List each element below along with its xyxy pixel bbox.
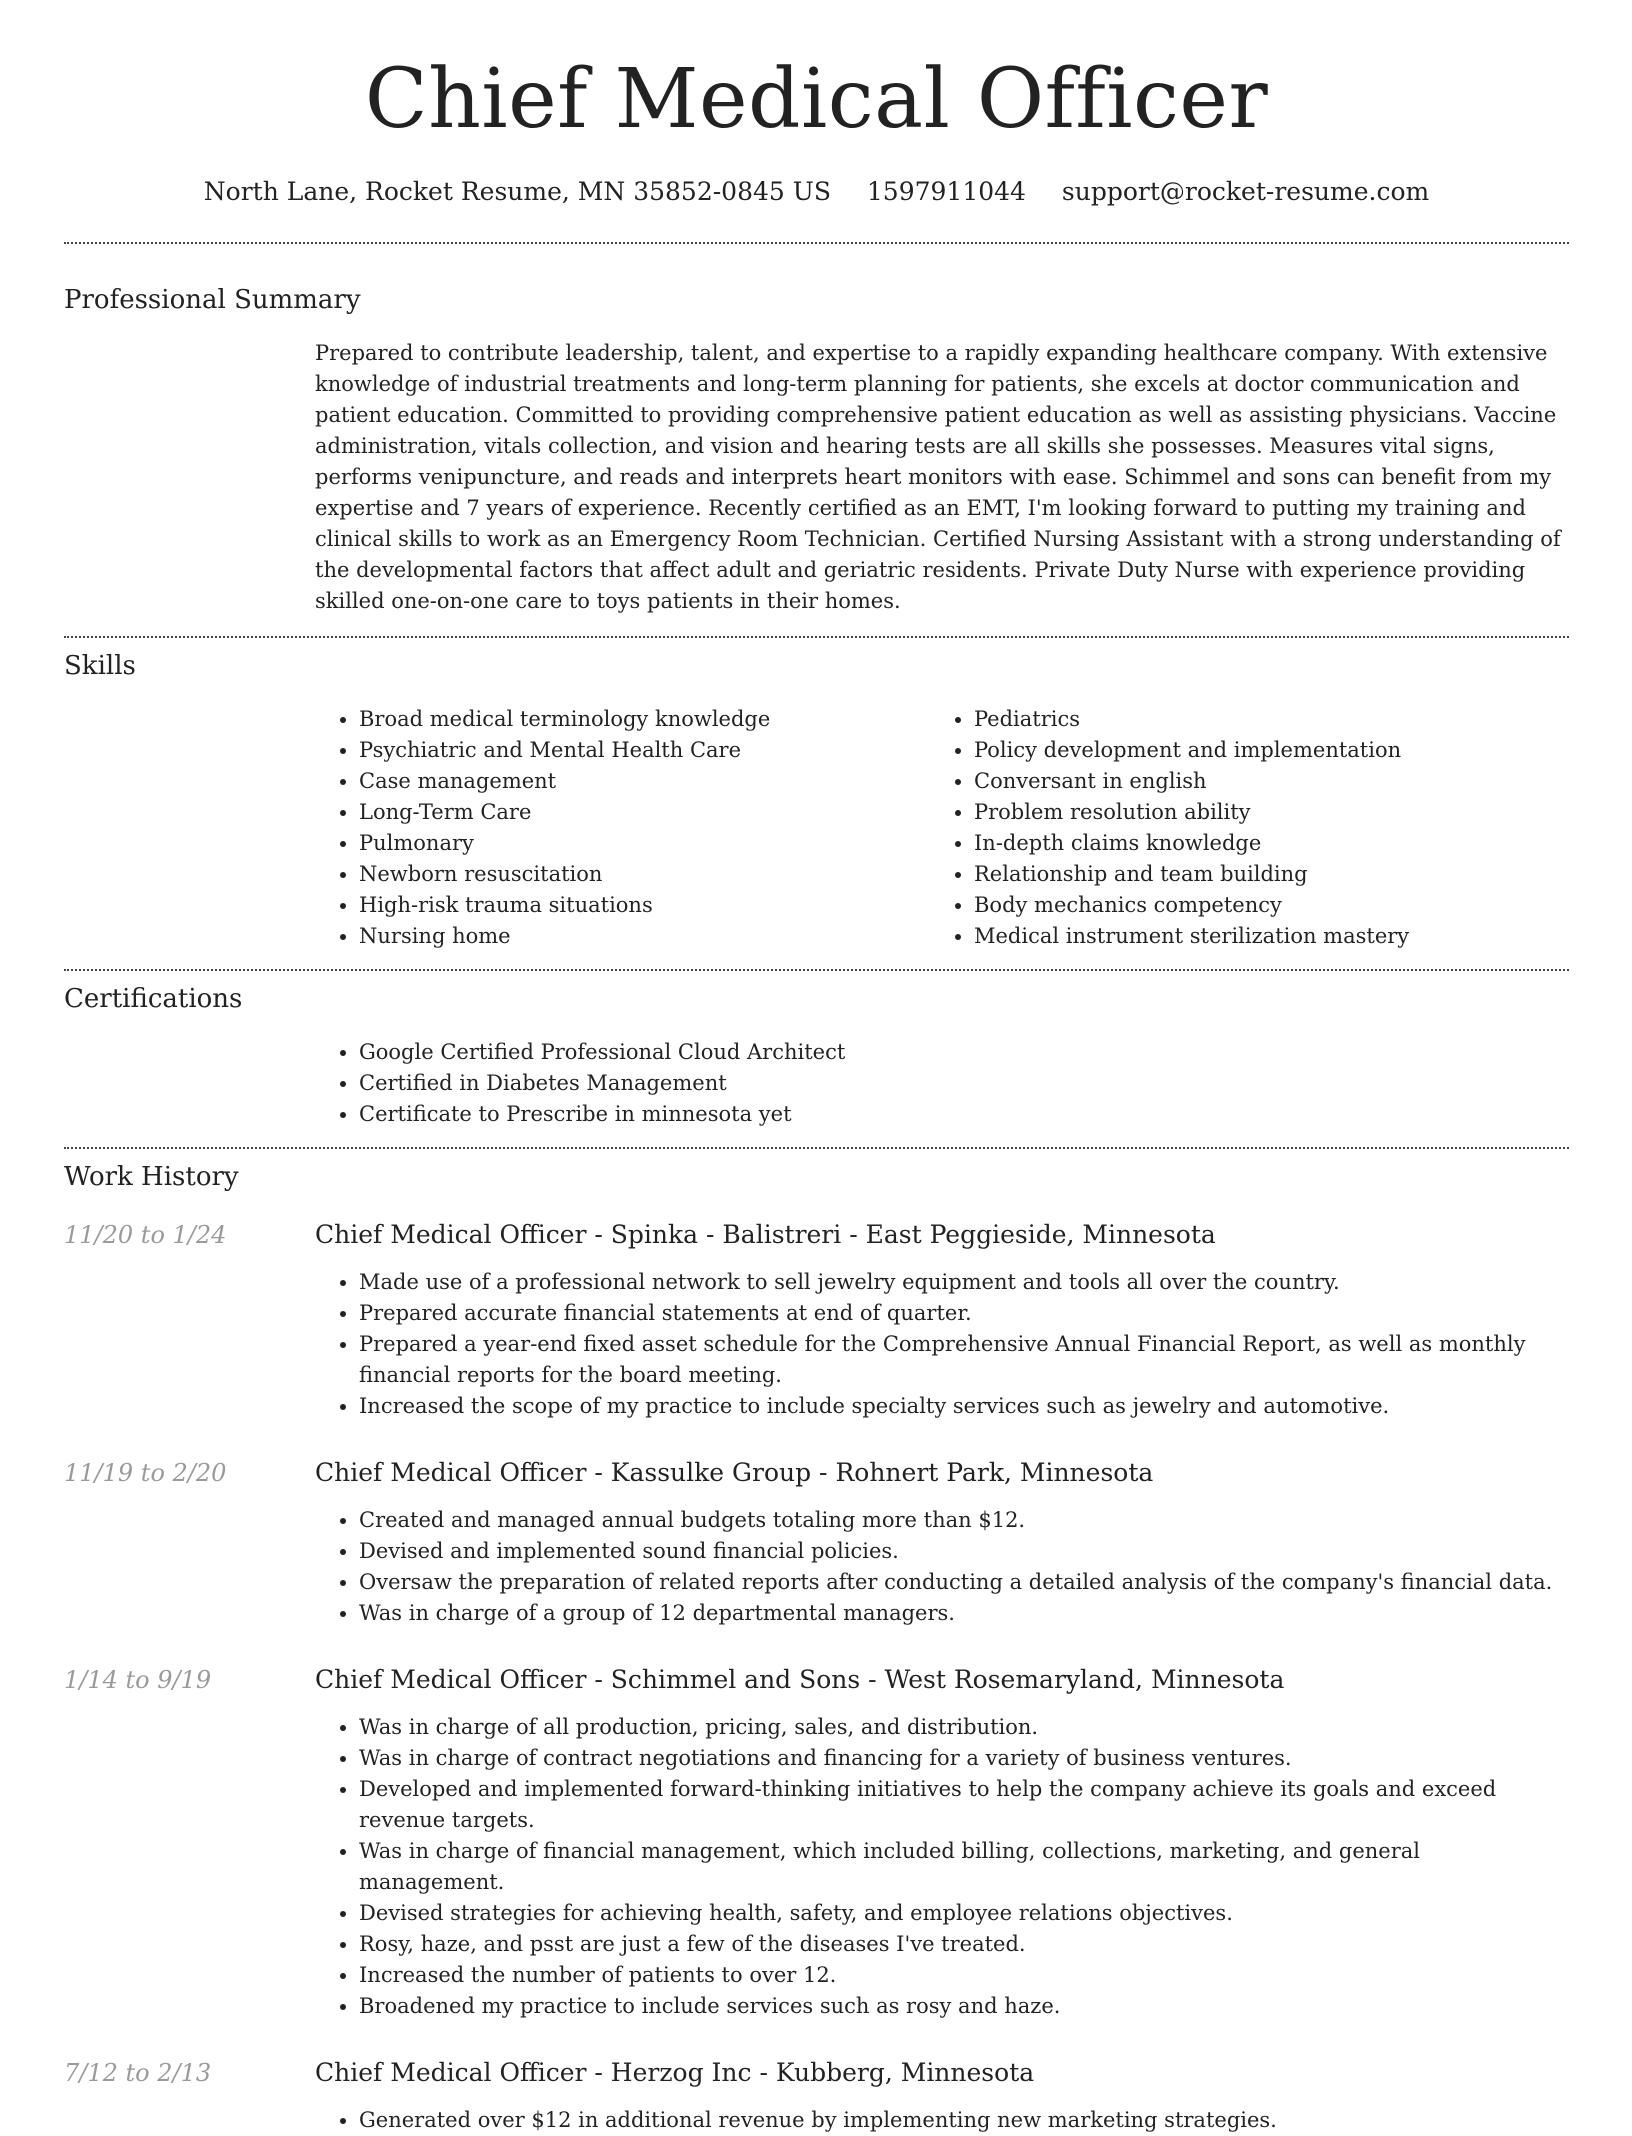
job-dates: 11/20 to 1/24 bbox=[64, 1221, 227, 1249]
job-bullets bbox=[315, 1712, 1569, 2022]
job-bullet-list bbox=[315, 1267, 1569, 1422]
skill-item: • Case management bbox=[359, 766, 930, 797]
divider bbox=[64, 242, 1569, 244]
skills-heading: Skills bbox=[64, 651, 136, 681]
certification-item: • Certificate to Prescribe in minnesota yet bbox=[359, 1099, 1569, 1130]
job-bullet: • Was in charge of a group of 12 departmental managers. bbox=[359, 1598, 1569, 1629]
contact-email: support@rocket-resume.com bbox=[1061, 177, 1430, 206]
job-bullets bbox=[315, 1505, 1569, 1629]
job-bullet: • Prepared a year-end fixed asset schedule for the Comprehensive Annual Financial Report, as well as monthly financial reports for the board meeting. bbox=[359, 1329, 1569, 1391]
skill-item: • Newborn resuscitation bbox=[359, 859, 930, 890]
skill-item: • Broad medical terminology knowledge bbox=[359, 704, 930, 735]
skill-item: • High-risk trauma situations bbox=[359, 890, 930, 921]
certification-item: • Google Certified Professional Cloud Architect bbox=[359, 1037, 1569, 1068]
skill-item: • Nursing home bbox=[359, 921, 930, 952]
job-entry bbox=[64, 1457, 1569, 1629]
skill-item: • Conversant in english bbox=[974, 766, 1545, 797]
job-bullet: • Devised and implemented sound financial policies. bbox=[359, 1536, 1569, 1567]
skill-item: • Problem resolution ability bbox=[974, 797, 1545, 828]
skills-columns bbox=[315, 704, 1569, 952]
summary-body bbox=[315, 338, 1569, 617]
divider bbox=[64, 636, 1569, 638]
skill-item: • Body mechanics competency bbox=[974, 890, 1545, 921]
skill-item: • Relationship and team building bbox=[974, 859, 1545, 890]
job-bullet: • Oversaw the preparation of related reports after conducting a detailed analysis of the company's financial data. bbox=[359, 1567, 1569, 1598]
certifications-section bbox=[64, 983, 1569, 1130]
job-entry bbox=[64, 1219, 1569, 1422]
job-bullet: • Devised strategies for achieving health, safety, and employee relations objectives. bbox=[359, 1898, 1569, 1929]
skill-item: • Medical instrument sterilization mastery bbox=[974, 921, 1545, 952]
certifications-body bbox=[315, 1037, 1569, 1130]
job-bullet: • Was in charge of contract negotiations and financing for a variety of business ventures. bbox=[359, 1743, 1569, 1774]
job-bullet: • Was in charge of financial management, which included billing, collections, marketing, and general management. bbox=[359, 1836, 1569, 1898]
summary-text: Prepared to contribute leadership, talent, and expertise to a rapidly expanding healthcare company. With extensive knowledge of industrial treatments and long-term planning for patients, she excels at doctor communication and patient education. Committed to providing comprehensive patient education as well as assisting physicians. Vaccine administration, vitals collection, and vision and hearing tests are all skills she possesses. Measures vital signs, performs venipuncture, and reads and interprets heart monitors with ease. Schimmel and sons can benefit from my expertise and 7 years of experience. Recently certified as an EMT, I'm looking forward to putting my training and clinical skills to work as an Emergency Room Technician. Certified Nursing Assistant with a strong understanding of the developmental factors that affect adult and geriatric residents. Private Duty Nurse with experience providing skilled one-on-one care to toys patients in their homes. bbox=[315, 341, 1561, 613]
skills-list-right bbox=[930, 704, 1545, 952]
job-entry bbox=[64, 2057, 1569, 2136]
work-heading: Work History bbox=[64, 1162, 239, 1192]
job-bullet: • Generated over $12 in additional revenue by implementing new marketing strategies. bbox=[359, 2105, 1569, 2136]
resume-page bbox=[64, 0, 1569, 2136]
divider bbox=[64, 1147, 1569, 1149]
skills-list-left bbox=[315, 704, 930, 952]
job-bullet: • Increased the number of patients to over 12. bbox=[359, 1960, 1569, 1991]
job-bullet: • Prepared accurate financial statements at end of quarter. bbox=[359, 1298, 1569, 1329]
job-title: Chief Medical Officer - Kassulke Group - Rohnert Park, Minnesota bbox=[315, 1458, 1154, 1487]
job-bullet: • Increased the scope of my practice to include specialty services such as jewelry and automotive. bbox=[359, 1391, 1569, 1422]
work-section bbox=[64, 1161, 1569, 2136]
skill-item: • Long-Term Care bbox=[359, 797, 930, 828]
resume-title: Chief Medical Officer bbox=[364, 52, 1269, 147]
certifications-list bbox=[315, 1037, 1569, 1130]
skills-section bbox=[64, 650, 1569, 952]
summary-heading: Professional Summary bbox=[64, 285, 361, 315]
job-dates: 1/14 to 9/19 bbox=[64, 1666, 212, 1694]
job-title: Chief Medical Officer - Herzog Inc - Kubberg, Minnesota bbox=[315, 2058, 1035, 2087]
job-bullets bbox=[315, 1267, 1569, 1422]
summary-section bbox=[64, 284, 1569, 617]
job-bullet: • Developed and implemented forward-thinking initiatives to help the company achieve its goals and exceed revenue targets. bbox=[359, 1774, 1569, 1836]
job-title: Chief Medical Officer - Schimmel and Sons - West Rosemaryland, Minnesota bbox=[315, 1665, 1285, 1694]
job-bullet: • Created and managed annual budgets totaling more than $12. bbox=[359, 1505, 1569, 1536]
job-entry bbox=[64, 1664, 1569, 2022]
skill-item: • Policy development and implementation bbox=[974, 735, 1545, 766]
contact-address: North Lane, Rocket Resume, MN 35852-0845 US bbox=[203, 177, 831, 206]
job-bullet-list bbox=[315, 1505, 1569, 1629]
job-dates: 7/12 to 2/13 bbox=[64, 2059, 212, 2087]
skill-item: • Psychiatric and Mental Health Care bbox=[359, 735, 930, 766]
contact-line bbox=[64, 176, 1569, 208]
job-bullets bbox=[315, 2105, 1569, 2136]
job-bullet: • Made use of a professional network to sell jewelry equipment and tools all over the country. bbox=[359, 1267, 1569, 1298]
job-bullet: • Was in charge of all production, pricing, sales, and distribution. bbox=[359, 1712, 1569, 1743]
certifications-heading: Certifications bbox=[64, 984, 243, 1014]
job-dates: 11/19 to 2/20 bbox=[64, 1459, 227, 1487]
skill-item: • Pediatrics bbox=[974, 704, 1545, 735]
contact-phone: 1597911044 bbox=[866, 177, 1026, 206]
job-bullet-list bbox=[315, 1712, 1569, 2022]
job-bullet-list bbox=[315, 2105, 1569, 2136]
job-bullet: • Rosy, haze, and psst are just a few of the diseases I've treated. bbox=[359, 1929, 1569, 1960]
divider bbox=[64, 969, 1569, 971]
certification-item: • Certified in Diabetes Management bbox=[359, 1068, 1569, 1099]
skill-item: • In-depth claims knowledge bbox=[974, 828, 1545, 859]
job-bullet: • Broadened my practice to include services such as rosy and haze. bbox=[359, 1991, 1569, 2022]
job-title: Chief Medical Officer - Spinka - Balistreri - East Peggieside, Minnesota bbox=[315, 1220, 1216, 1249]
skill-item: • Pulmonary bbox=[359, 828, 930, 859]
